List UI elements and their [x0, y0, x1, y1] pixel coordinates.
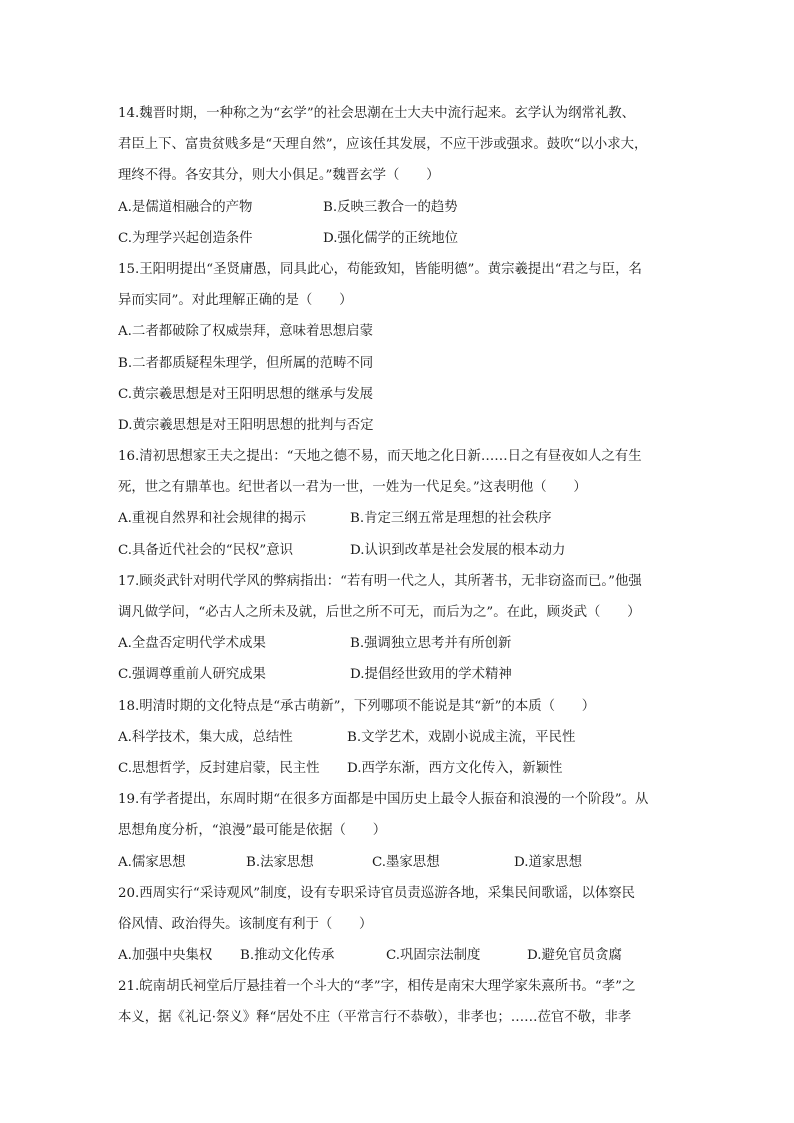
- question-19-option-c[interactable]: C.墨家思想: [372, 854, 440, 870]
- question-17-stem-line-1: 17.顾炎武针对明代学风的弊病指出：“若有明一代之人，其所著书，无非窃盗而已。”他强: [118, 573, 642, 589]
- question-19-option-a[interactable]: A.儒家思想: [118, 854, 186, 870]
- question-17-stem-line-2: 调凡做学问，“必古人之所未及就，后世之所不可无，而后为之”。在此，顾炎武（ ）: [118, 605, 641, 620]
- question-15-option-d[interactable]: D.黄宗羲思想是对王阳明思想的批判与否定: [118, 417, 374, 433]
- question-21-stem-line-1: 21.皖南胡氏祠堂后厅悬挂着一个斗大的“孝”字，相传是南宋大理学家朱熹所书。“孝”之: [118, 979, 636, 995]
- question-15-stem-line-2: 异而实同”。对此理解正确的是（ ）: [118, 293, 353, 309]
- question-20: [118, 878, 684, 972]
- question-18-option-c[interactable]: C.思想哲学，反封建启蒙，民主性: [118, 760, 320, 776]
- question-14-option-b[interactable]: B.反映三教合一的趋势: [323, 199, 458, 215]
- question-15-option-c[interactable]: C.黄宗羲思想是对王阳明思想的继承与发展: [118, 386, 374, 402]
- question-14-option-d[interactable]: D.强化儒学的正统地位: [323, 230, 459, 246]
- question-17-option-b[interactable]: B.强调独立思考并有所创新: [350, 636, 512, 652]
- question-18-option-a[interactable]: A.科学技术，集大成，总结性: [118, 729, 293, 745]
- question-16-option-b[interactable]: B.肯定三纲五常是理想的社会秩序: [350, 511, 552, 527]
- question-19-stem-line-2: 思想角度分析，“浪漫”最可能是依据（ ）: [118, 823, 387, 839]
- question-17-options-row-1: [118, 628, 684, 659]
- question-16-option-a[interactable]: A.重视自然界和社会规律的揭示: [118, 511, 307, 527]
- question-15-stem-line-1: 15.王阳明提出“圣贤庸愚，同具此心，苟能致知，皆能明德”。黄宗羲提出“君之与臣，名: [118, 261, 642, 277]
- question-14: [118, 98, 684, 254]
- question-17: [118, 566, 684, 691]
- question-20-stem-line-1: 20.西周实行“采诗观风”制度，设有专职采诗官员责巡游各地，采集民间歌谣，以体察民: [118, 885, 636, 901]
- question-16-stem-line-2: 死，世之有鼎革也。纪世者以一君为一世，一姓为一代足矣。”这表明他（ ）: [118, 480, 587, 496]
- question-17-option-c[interactable]: C.强调尊重前人研究成果: [118, 667, 266, 683]
- question-16-option-d[interactable]: D.认识到改革是社会发展的根本动力: [350, 542, 566, 558]
- question-19-options-row: [118, 847, 684, 878]
- question-17-option-d[interactable]: D.提倡经世致用的学术精神: [350, 667, 512, 683]
- question-18: [118, 691, 684, 785]
- question-18-options-row-2: [118, 753, 684, 784]
- question-20-option-d[interactable]: D.避免官员贪腐: [527, 948, 622, 964]
- question-20-stem-line-2: 俗风情、政治得失。该制度有利于（ ）: [118, 916, 373, 932]
- question-16-option-c[interactable]: C.具备近代社会的“民权”意识: [118, 542, 294, 558]
- question-17-options-row-2: [118, 659, 684, 690]
- question-18-options-row-1: [118, 722, 684, 753]
- question-16-stem-line-1: 16.清初思想家王夫之提出：“天地之德不易，而天地之化日新……日之有昼夜如人之有生: [118, 449, 642, 465]
- question-16-options-row-1: [118, 503, 684, 534]
- question-21: [118, 971, 684, 1033]
- question-14-stem-line-3: 理终不得。各安其分，则大小俱足。”魏晋玄学（ ）: [118, 168, 440, 184]
- question-15-option-b[interactable]: B.二者都质疑程朱理学，但所属的范畴不同: [118, 355, 374, 371]
- question-17-option-a[interactable]: A.全盘否定明代学术成果: [118, 636, 266, 652]
- question-20-options-row: [118, 940, 684, 971]
- question-15-option-a[interactable]: A.二者都破除了权威崇拜，意味着思想启蒙: [118, 324, 373, 340]
- question-21-stem-line-2: 本义，据《礼记·祭义》释“居处不庄（平常言行不恭敬），非孝也；……莅官不敬，非孝: [118, 1010, 632, 1026]
- question-16-options-row-2: [118, 535, 684, 566]
- question-14-option-c[interactable]: C.为理学兴起创造条件: [118, 230, 253, 246]
- question-20-option-c[interactable]: C.巩固宗法制度: [386, 948, 481, 964]
- exam-questions: [118, 98, 684, 1034]
- question-14-options-row-1: [118, 192, 684, 223]
- question-14-stem-line-1: 14.魏晋时期，一种称之为“玄学”的社会思潮在士大夫中流行起来。玄学认为纲常礼教、: [118, 106, 636, 121]
- question-19: [118, 784, 684, 878]
- question-14-options-row-2: [118, 223, 684, 254]
- question-20-option-b[interactable]: B.推动文化传承: [240, 948, 335, 964]
- question-15: [118, 254, 684, 441]
- question-16: [118, 441, 684, 566]
- question-19-option-d[interactable]: D.道家思想: [514, 854, 583, 870]
- question-14-stem-line-2: 君臣上下、富贵贫贱多是“天理自然”，应该任其发展，不应干涉或强求。鼓吹“以小求大，: [118, 137, 648, 153]
- question-20-option-a[interactable]: A.加强中央集权: [118, 948, 213, 964]
- question-19-stem-line-1: 19.有学者提出，东周时期“在很多方面都是中国历史上最令人振奋和浪漫的一个阶段”。从: [118, 792, 649, 808]
- question-19-option-b[interactable]: B.法家思想: [246, 854, 314, 870]
- question-14-option-a[interactable]: A.是儒道相融合的产物: [118, 199, 253, 215]
- question-18-option-b[interactable]: B.文学艺术，戏剧小说成主流，平民性: [347, 729, 576, 745]
- question-18-option-d[interactable]: D.西学东渐，西方文化传入，新颖性: [347, 760, 563, 776]
- question-18-stem-line-1: 18.明清时期的文化特点是“承古萌新”，下列哪项不能说是其“新”的本质（ ）: [118, 698, 596, 714]
